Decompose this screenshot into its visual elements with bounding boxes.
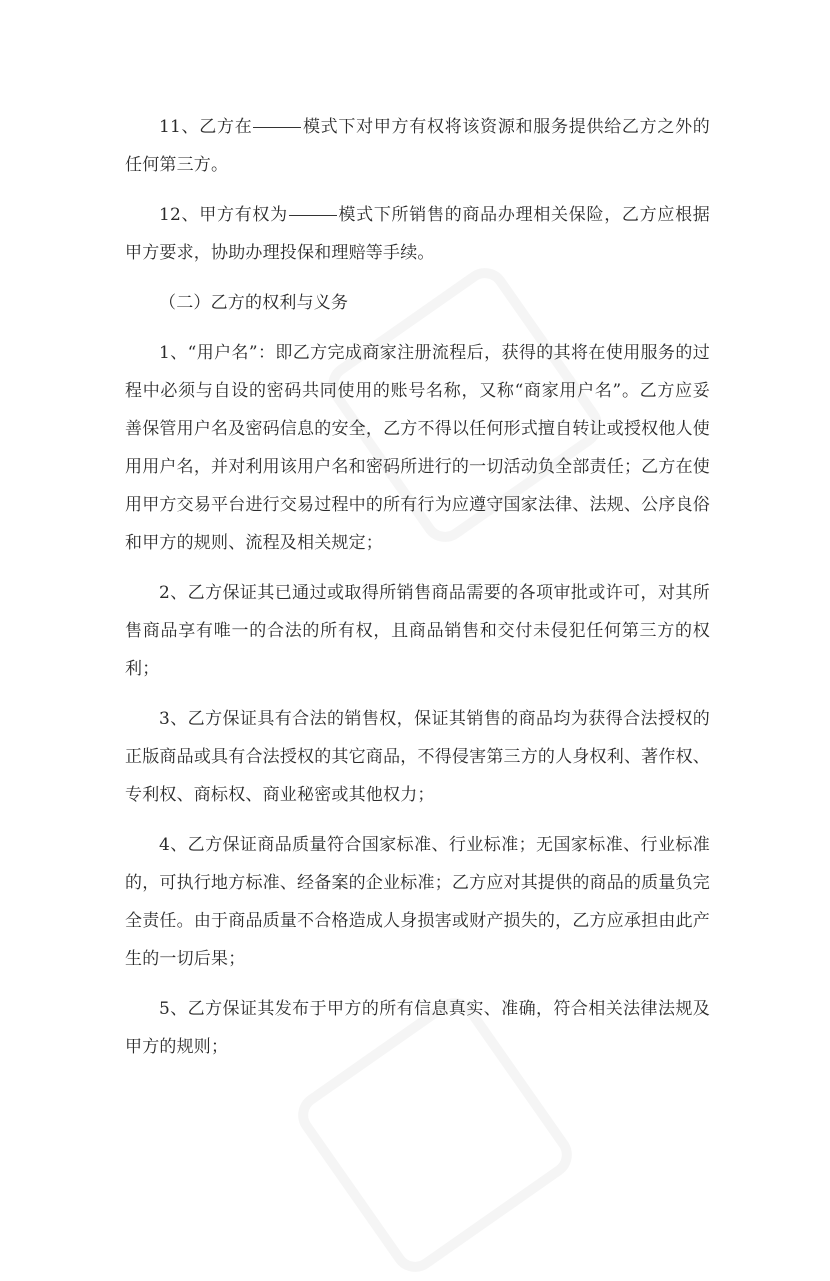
obligation-2: 2、乙方保证其已通过或取得所销售商品需要的各项审批或许可，对其所售商品享有唯一的合法的所有权，且商品销售和交付未侵犯任何第三方的权利； (125, 583, 710, 679)
section-heading: （二）乙方的权利与义务 (159, 293, 349, 313)
clause-11-suffix: 模式下对甲方有权将该资源和服务提供给乙方之外的任何第三方。 (125, 117, 710, 175)
obligation-4: 4、乙方保证商品质量符合国家标准、行业标准；无国家标准、行业标准的，可执行地方标准、经备案的企业标准；乙方应对其提供的商品的质量负完全责任。由于商品质量不合格造成人身损害或财产损失的，乙方应承担由此产生的一切后果； (125, 835, 710, 969)
clause-11-prefix: 11、乙方在 (159, 117, 253, 137)
fill-in-blank (253, 126, 301, 128)
clause-12-prefix: 12、甲方有权为 (159, 205, 288, 225)
obligation-1: 1、“用户名”：即乙方完成商家注册流程后，获得的其将在使用服务的过程中必须与自设的密码共同使用的账号名称，又称“商家用户名”。乙方应妥善保管用户名及密码信息的安全，乙方不得以任何形式擅自转让或授权他人使用用户名，并对利用该用户名和密码所进行的一切活动负全部责任；乙方在使用甲方交易平台进行交易过程中的所有行为应遵守国家法律、法规、公序良俗和甲方的规则、流程及相关规定； (125, 343, 710, 553)
fill-in-blank (289, 214, 337, 216)
obligation-5: 5、乙方保证其发布于甲方的所有信息真实、准确，符合相关法律法规及甲方的规则； (125, 999, 710, 1057)
document-body (125, 108, 710, 1078)
clause-11 (125, 108, 710, 184)
obligation-3: 3、乙方保证具有合法的销售权，保证其销售的商品均为获得合法授权的正版商品或具有合法授权的其它商品，不得侵害第三方的人身权利、著作权、专利权、商标权、商业秘密或其他权力； (125, 709, 710, 805)
clause-12-suffix: 模式下所销售的商品办理相关保险，乙方应根据甲方要求，协助办理投保和理赔等手续。 (125, 205, 710, 263)
clause-12 (125, 196, 710, 272)
